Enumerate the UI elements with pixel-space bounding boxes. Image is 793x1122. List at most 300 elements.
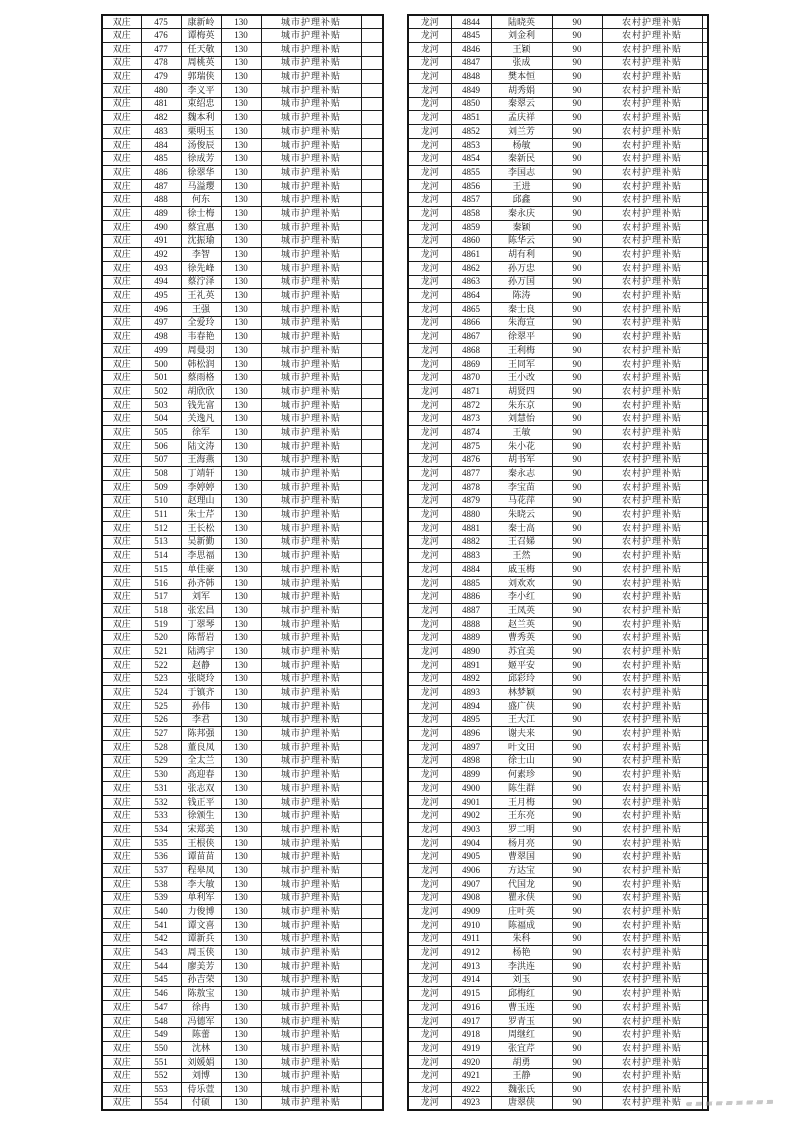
place-cell: 双庄 <box>102 138 141 152</box>
place-cell: 双庄 <box>102 426 141 440</box>
place-cell: 双庄 <box>102 111 141 125</box>
blank-cell <box>702 850 708 864</box>
serial-cell: 4903 <box>451 823 491 837</box>
subsidy-cell: 农村护理补贴 <box>602 836 702 850</box>
name-cell: 汤俊辰 <box>181 138 221 152</box>
amount-cell: 130 <box>221 877 261 891</box>
subsidy-cell: 农村护理补贴 <box>602 768 702 782</box>
name-cell: 徐士山 <box>491 754 552 768</box>
name-cell: 王月梅 <box>491 795 552 809</box>
subsidy-cell: 城市护理补贴 <box>261 193 361 207</box>
name-cell: 瞿永侠 <box>491 891 552 905</box>
place-cell: 双庄 <box>102 248 141 262</box>
place-cell: 龙河 <box>408 83 451 97</box>
name-cell: 单佳豪 <box>181 563 221 577</box>
blank-cell <box>702 918 708 932</box>
subsidy-cell: 农村护理补贴 <box>602 713 702 727</box>
name-cell: 何东 <box>181 193 221 207</box>
table-row <box>102 658 383 672</box>
table-row <box>408 166 708 180</box>
blank-cell <box>361 1069 383 1083</box>
place-cell: 双庄 <box>102 42 141 56</box>
serial-cell: 522 <box>141 658 181 672</box>
blank-cell <box>361 590 383 604</box>
blank-cell <box>361 563 383 577</box>
blank-cell <box>361 234 383 248</box>
place-cell: 龙河 <box>408 453 451 467</box>
place-cell: 龙河 <box>408 1001 451 1015</box>
serial-cell: 4855 <box>451 166 491 180</box>
table-row <box>408 1096 708 1110</box>
place-cell: 双庄 <box>102 166 141 180</box>
serial-cell: 4870 <box>451 371 491 385</box>
place-cell: 龙河 <box>408 166 451 180</box>
subsidy-cell: 农村护理补贴 <box>602 686 702 700</box>
subsidy-cell: 城市护理补贴 <box>261 275 361 289</box>
subsidy-cell: 城市护理补贴 <box>261 467 361 481</box>
place-cell: 龙河 <box>408 330 451 344</box>
amount-cell: 130 <box>221 891 261 905</box>
table-row <box>102 809 383 823</box>
place-cell: 双庄 <box>102 70 141 84</box>
subsidy-cell: 农村护理补贴 <box>602 905 702 919</box>
table-row <box>102 426 383 440</box>
table-row <box>102 207 383 221</box>
table-row <box>408 426 708 440</box>
place-cell: 双庄 <box>102 932 141 946</box>
blank-cell <box>361 357 383 371</box>
table-row <box>102 645 383 659</box>
serial-cell: 4895 <box>451 713 491 727</box>
subsidy-cell: 农村护理补贴 <box>602 220 702 234</box>
subsidy-cell: 农村护理补贴 <box>602 631 702 645</box>
place-cell: 双庄 <box>102 1069 141 1083</box>
amount-cell: 130 <box>221 15 261 29</box>
serial-cell: 489 <box>141 207 181 221</box>
subsidy-cell: 农村护理补贴 <box>602 275 702 289</box>
serial-cell: 485 <box>141 152 181 166</box>
amount-cell: 90 <box>552 426 602 440</box>
table-row <box>102 111 383 125</box>
subsidy-cell: 城市护理补贴 <box>261 590 361 604</box>
blank-cell <box>702 83 708 97</box>
name-cell: 孙吉荣 <box>181 973 221 987</box>
serial-cell: 4915 <box>451 987 491 1001</box>
amount-cell: 90 <box>552 987 602 1001</box>
table-row <box>102 480 383 494</box>
table-row <box>102 1042 383 1056</box>
subsidy-cell: 城市护理补贴 <box>261 1055 361 1069</box>
blank-cell <box>702 97 708 111</box>
subsidy-cell: 农村护理补贴 <box>602 946 702 960</box>
name-cell: 韩松润 <box>181 357 221 371</box>
blank-cell <box>361 29 383 43</box>
serial-cell: 4887 <box>451 604 491 618</box>
subsidy-cell: 城市护理补贴 <box>261 330 361 344</box>
blank-cell <box>702 426 708 440</box>
place-cell: 双庄 <box>102 918 141 932</box>
place-cell: 龙河 <box>408 768 451 782</box>
amount-cell: 90 <box>552 193 602 207</box>
blank-cell <box>702 987 708 1001</box>
serial-cell: 527 <box>141 727 181 741</box>
amount-cell: 130 <box>221 727 261 741</box>
table-row <box>408 138 708 152</box>
blank-cell <box>702 42 708 56</box>
subsidy-cell: 农村护理补贴 <box>602 398 702 412</box>
subsidy-cell: 城市护理补贴 <box>261 83 361 97</box>
name-cell: 孟庆祥 <box>491 111 552 125</box>
table-row <box>408 480 708 494</box>
serial-cell: 4912 <box>451 946 491 960</box>
blank-cell <box>361 713 383 727</box>
blank-cell <box>702 29 708 43</box>
blank-cell <box>702 782 708 796</box>
table-row <box>102 412 383 426</box>
place-cell: 龙河 <box>408 905 451 919</box>
table-row <box>408 590 708 604</box>
table-row <box>408 371 708 385</box>
blank-cell <box>702 1083 708 1097</box>
subsidy-cell: 城市护理补贴 <box>261 344 361 358</box>
serial-cell: 540 <box>141 905 181 919</box>
amount-cell: 130 <box>221 905 261 919</box>
name-cell: 李国志 <box>491 166 552 180</box>
blank-cell <box>361 125 383 139</box>
name-cell: 秦永志 <box>491 467 552 481</box>
place-cell: 龙河 <box>408 371 451 385</box>
table-row <box>102 686 383 700</box>
subsidy-cell: 城市护理补贴 <box>261 850 361 864</box>
subsidy-cell: 城市护理补贴 <box>261 877 361 891</box>
serial-cell: 4906 <box>451 864 491 878</box>
subsidy-cell: 城市护理补贴 <box>261 604 361 618</box>
name-cell: 廖美芳 <box>181 959 221 973</box>
subsidy-cell: 城市护理补贴 <box>261 1014 361 1028</box>
blank-cell <box>361 699 383 713</box>
name-cell: 陈邦强 <box>181 727 221 741</box>
table-row <box>102 56 383 70</box>
blank-cell <box>702 111 708 125</box>
name-cell: 徐翠平 <box>491 330 552 344</box>
place-cell: 双庄 <box>102 302 141 316</box>
table-row <box>408 1001 708 1015</box>
table-row <box>408 1028 708 1042</box>
amount-cell: 90 <box>552 563 602 577</box>
amount-cell: 130 <box>221 385 261 399</box>
subsidy-cell: 农村护理补贴 <box>602 727 702 741</box>
subsidy-cell: 城市护理补贴 <box>261 521 361 535</box>
name-cell: 李大敏 <box>181 877 221 891</box>
blank-cell <box>702 1001 708 1015</box>
name-cell: 束绍忠 <box>181 97 221 111</box>
serial-cell: 4890 <box>451 645 491 659</box>
amount-cell: 90 <box>552 398 602 412</box>
serial-cell: 4877 <box>451 467 491 481</box>
subsidy-cell: 城市护理补贴 <box>261 864 361 878</box>
name-cell: 王利梅 <box>491 344 552 358</box>
place-cell: 龙河 <box>408 179 451 193</box>
table-row <box>102 521 383 535</box>
blank-cell <box>702 302 708 316</box>
place-cell: 双庄 <box>102 275 141 289</box>
subsidy-cell: 城市护理补贴 <box>261 576 361 590</box>
subsidy-cell: 城市护理补贴 <box>261 111 361 125</box>
name-cell: 谭文喜 <box>181 918 221 932</box>
amount-cell: 130 <box>221 549 261 563</box>
amount-cell: 90 <box>552 412 602 426</box>
name-cell: 宋郑美 <box>181 823 221 837</box>
blank-cell <box>361 631 383 645</box>
place-cell: 龙河 <box>408 672 451 686</box>
serial-cell: 551 <box>141 1055 181 1069</box>
name-cell: 张宏昌 <box>181 604 221 618</box>
serial-cell: 523 <box>141 672 181 686</box>
subsidy-cell: 城市护理补贴 <box>261 809 361 823</box>
table-row <box>408 385 708 399</box>
place-cell: 双庄 <box>102 946 141 960</box>
table-row <box>408 467 708 481</box>
blank-cell <box>361 864 383 878</box>
name-cell: 陈蕾 <box>181 1028 221 1042</box>
amount-cell: 130 <box>221 330 261 344</box>
name-cell: 李思福 <box>181 549 221 563</box>
subsidy-cell: 农村护理补贴 <box>602 521 702 535</box>
table-row <box>408 111 708 125</box>
name-cell: 关逸凡 <box>181 412 221 426</box>
place-cell: 双庄 <box>102 1042 141 1056</box>
serial-cell: 4914 <box>451 973 491 987</box>
amount-cell: 90 <box>552 740 602 754</box>
blank-cell <box>361 918 383 932</box>
table-row <box>408 604 708 618</box>
serial-cell: 4919 <box>451 1042 491 1056</box>
name-cell: 徐翠华 <box>181 166 221 180</box>
amount-cell: 130 <box>221 576 261 590</box>
place-cell: 龙河 <box>408 727 451 741</box>
serial-cell: 521 <box>141 645 181 659</box>
blank-cell <box>361 617 383 631</box>
place-cell: 双庄 <box>102 576 141 590</box>
subsidy-cell: 城市护理补贴 <box>261 508 361 522</box>
serial-cell: 518 <box>141 604 181 618</box>
amount-cell: 130 <box>221 193 261 207</box>
table-row <box>102 152 383 166</box>
place-cell: 龙河 <box>408 836 451 850</box>
serial-cell: 486 <box>141 166 181 180</box>
blank-cell <box>361 645 383 659</box>
amount-cell: 90 <box>552 439 602 453</box>
table-row <box>408 29 708 43</box>
table-row <box>408 672 708 686</box>
subsidy-cell: 农村护理补贴 <box>602 1083 702 1097</box>
place-cell: 双庄 <box>102 412 141 426</box>
subsidy-cell: 城市护理补贴 <box>261 56 361 70</box>
subsidy-cell: 农村护理补贴 <box>602 494 702 508</box>
subsidy-cell: 农村护理补贴 <box>602 672 702 686</box>
place-cell: 龙河 <box>408 1069 451 1083</box>
amount-cell: 130 <box>221 234 261 248</box>
serial-cell: 501 <box>141 371 181 385</box>
serial-cell: 498 <box>141 330 181 344</box>
subsidy-cell: 城市护理补贴 <box>261 207 361 221</box>
place-cell: 龙河 <box>408 289 451 303</box>
name-cell: 李小红 <box>491 590 552 604</box>
subsidy-cell: 农村护理补贴 <box>602 453 702 467</box>
subsidy-cell: 农村护理补贴 <box>602 15 702 29</box>
amount-cell: 90 <box>552 686 602 700</box>
place-cell: 龙河 <box>408 97 451 111</box>
place-cell: 龙河 <box>408 29 451 43</box>
serial-cell: 4875 <box>451 439 491 453</box>
serial-cell: 492 <box>141 248 181 262</box>
blank-cell <box>361 248 383 262</box>
subsidy-cell: 城市护理补贴 <box>261 836 361 850</box>
serial-cell: 525 <box>141 699 181 713</box>
table-row <box>102 563 383 577</box>
name-cell: 王进 <box>491 179 552 193</box>
amount-cell: 90 <box>552 1001 602 1015</box>
blank-cell <box>361 371 383 385</box>
blank-cell <box>702 344 708 358</box>
table-row <box>102 576 383 590</box>
blank-cell <box>361 398 383 412</box>
subsidy-cell: 农村护理补贴 <box>602 302 702 316</box>
place-cell: 龙河 <box>408 631 451 645</box>
blank-cell <box>702 631 708 645</box>
place-cell: 双庄 <box>102 521 141 535</box>
blank-cell <box>702 590 708 604</box>
blank-cell <box>361 782 383 796</box>
table-row <box>102 905 383 919</box>
subsidy-cell: 城市护理补贴 <box>261 248 361 262</box>
blank-cell <box>702 193 708 207</box>
serial-cell: 542 <box>141 932 181 946</box>
name-cell: 谭新兵 <box>181 932 221 946</box>
blank-cell <box>702 768 708 782</box>
serial-cell: 504 <box>141 412 181 426</box>
serial-cell: 488 <box>141 193 181 207</box>
place-cell: 双庄 <box>102 97 141 111</box>
name-cell: 全太兰 <box>181 754 221 768</box>
blank-cell <box>361 289 383 303</box>
amount-cell: 90 <box>552 1069 602 1083</box>
table-row <box>102 699 383 713</box>
serial-cell: 4866 <box>451 316 491 330</box>
subsidy-cell: 城市护理补贴 <box>261 179 361 193</box>
serial-cell: 4845 <box>451 29 491 43</box>
subsidy-cell: 城市护理补贴 <box>261 1096 361 1110</box>
place-cell: 双庄 <box>102 1014 141 1028</box>
name-cell: 李洪连 <box>491 959 552 973</box>
serial-cell: 517 <box>141 590 181 604</box>
table-row <box>408 905 708 919</box>
subsidy-cell: 城市护理补贴 <box>261 453 361 467</box>
blank-cell <box>361 987 383 1001</box>
name-cell: 杨敏 <box>491 138 552 152</box>
serial-cell: 483 <box>141 125 181 139</box>
table-row <box>408 207 708 221</box>
name-cell: 罗青玉 <box>491 1014 552 1028</box>
amount-cell: 130 <box>221 590 261 604</box>
blank-cell <box>702 371 708 385</box>
name-cell: 秦士良 <box>491 302 552 316</box>
table-row <box>408 918 708 932</box>
subsidy-cell: 农村护理补贴 <box>602 439 702 453</box>
table-row <box>408 740 708 754</box>
place-cell: 龙河 <box>408 932 451 946</box>
serial-cell: 4899 <box>451 768 491 782</box>
blank-cell <box>361 809 383 823</box>
amount-cell: 90 <box>552 494 602 508</box>
amount-cell: 90 <box>552 576 602 590</box>
name-cell: 赵静 <box>181 658 221 672</box>
table-row <box>102 754 383 768</box>
name-cell: 何素珍 <box>491 768 552 782</box>
amount-cell: 90 <box>552 344 602 358</box>
amount-cell: 90 <box>552 207 602 221</box>
subsidy-cell: 农村护理补贴 <box>602 261 702 275</box>
place-cell: 双庄 <box>102 398 141 412</box>
table-row <box>408 179 708 193</box>
amount-cell: 90 <box>552 1042 602 1056</box>
amount-cell: 130 <box>221 357 261 371</box>
serial-cell: 4894 <box>451 699 491 713</box>
table-row <box>408 768 708 782</box>
amount-cell: 90 <box>552 1055 602 1069</box>
table-row <box>408 42 708 56</box>
name-cell: 胡有利 <box>491 248 552 262</box>
subsidy-cell: 农村护理补贴 <box>602 508 702 522</box>
blank-cell <box>361 193 383 207</box>
place-cell: 双庄 <box>102 1028 141 1042</box>
table-row <box>102 371 383 385</box>
serial-cell: 4911 <box>451 932 491 946</box>
serial-cell: 513 <box>141 535 181 549</box>
table-row <box>408 234 708 248</box>
place-cell: 龙河 <box>408 535 451 549</box>
amount-cell: 90 <box>552 1096 602 1110</box>
serial-cell: 4868 <box>451 344 491 358</box>
serial-cell: 533 <box>141 809 181 823</box>
table-row <box>408 850 708 864</box>
name-cell: 王召娣 <box>491 535 552 549</box>
amount-cell: 130 <box>221 795 261 809</box>
serial-cell: 509 <box>141 480 181 494</box>
subsidy-cell: 农村护理补贴 <box>602 658 702 672</box>
blank-cell <box>702 70 708 84</box>
subsidy-cell: 农村护理补贴 <box>602 330 702 344</box>
name-cell: 刘兰芳 <box>491 125 552 139</box>
blank-cell <box>361 850 383 864</box>
serial-cell: 4878 <box>451 480 491 494</box>
serial-cell: 4922 <box>451 1083 491 1097</box>
table-row <box>102 782 383 796</box>
amount-cell: 130 <box>221 946 261 960</box>
serial-cell: 4849 <box>451 83 491 97</box>
place-cell: 双庄 <box>102 850 141 864</box>
subsidy-cell: 农村护理补贴 <box>602 152 702 166</box>
table-row <box>102 289 383 303</box>
blank-cell <box>702 1055 708 1069</box>
place-cell: 龙河 <box>408 508 451 522</box>
subsidy-cell: 农村护理补贴 <box>602 973 702 987</box>
blank-cell <box>361 905 383 919</box>
amount-cell: 130 <box>221 604 261 618</box>
serial-cell: 528 <box>141 740 181 754</box>
place-cell: 双庄 <box>102 604 141 618</box>
blank-cell <box>702 864 708 878</box>
